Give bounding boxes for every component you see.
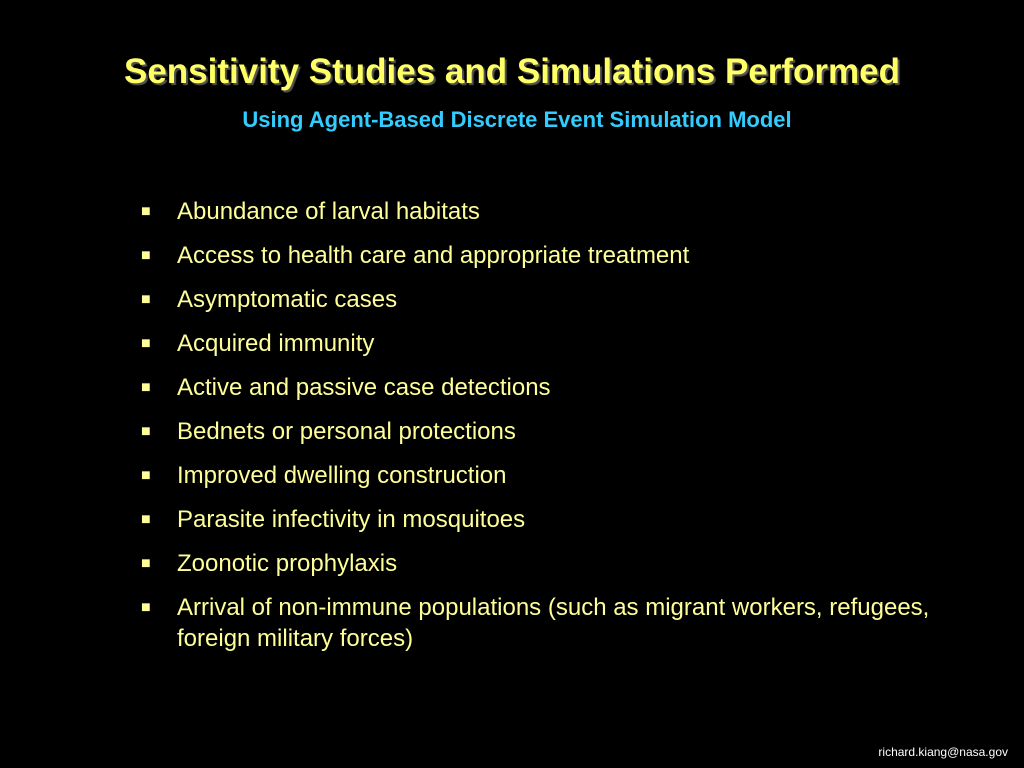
square-bullet-icon: ■: [141, 599, 151, 616]
bullet-item: [141, 460, 971, 491]
bullet-text: Improved dwelling construction: [177, 462, 507, 489]
bullet-item: [141, 372, 971, 403]
square-bullet-icon: ■: [141, 291, 151, 308]
slide-title: Sensitivity Studies and Simulations Performed: [123, 52, 900, 91]
bullet-text: Acquired immunity: [177, 330, 375, 357]
square-bullet-icon: ■: [141, 247, 151, 264]
bullet-item: [141, 284, 971, 315]
bullet-list: [141, 196, 971, 667]
bullet-text: Bednets or personal protections: [177, 418, 516, 445]
bullet-item: [141, 240, 971, 271]
bullet-item: [141, 416, 971, 447]
square-bullet-icon: ■: [141, 203, 151, 220]
bullet-text: Asymptomatic cases: [177, 286, 398, 313]
square-bullet-icon: ■: [141, 467, 151, 484]
bullet-item: [141, 548, 971, 579]
bullet-text: Parasite infectivity in mosquitoes: [177, 506, 526, 533]
square-bullet-icon: ■: [141, 379, 151, 396]
bullet-item: [141, 196, 971, 227]
bullet-text: Zoonotic prophylaxis: [177, 550, 398, 577]
square-bullet-icon: ■: [141, 511, 151, 528]
bullet-text: Active and passive case detections: [177, 374, 551, 401]
bullet-item: [141, 504, 971, 535]
bullet-item: [141, 328, 971, 359]
bullet-text: Access to health care and appropriate treatment: [177, 242, 690, 269]
square-bullet-icon: ■: [141, 335, 151, 352]
square-bullet-icon: ■: [141, 423, 151, 440]
bullet-text: Arrival of non-immune populations (such as migrant workers, refugees, foreign military forces): [177, 594, 930, 652]
slide-subtitle: Using Agent-Based Discrete Event Simulation Model: [242, 107, 792, 132]
bullet-item: [141, 592, 971, 654]
footer-email: richard.kiang@nasa.gov: [878, 745, 1008, 759]
square-bullet-icon: ■: [141, 555, 151, 572]
bullet-text: Abundance of larval habitats: [177, 198, 480, 225]
